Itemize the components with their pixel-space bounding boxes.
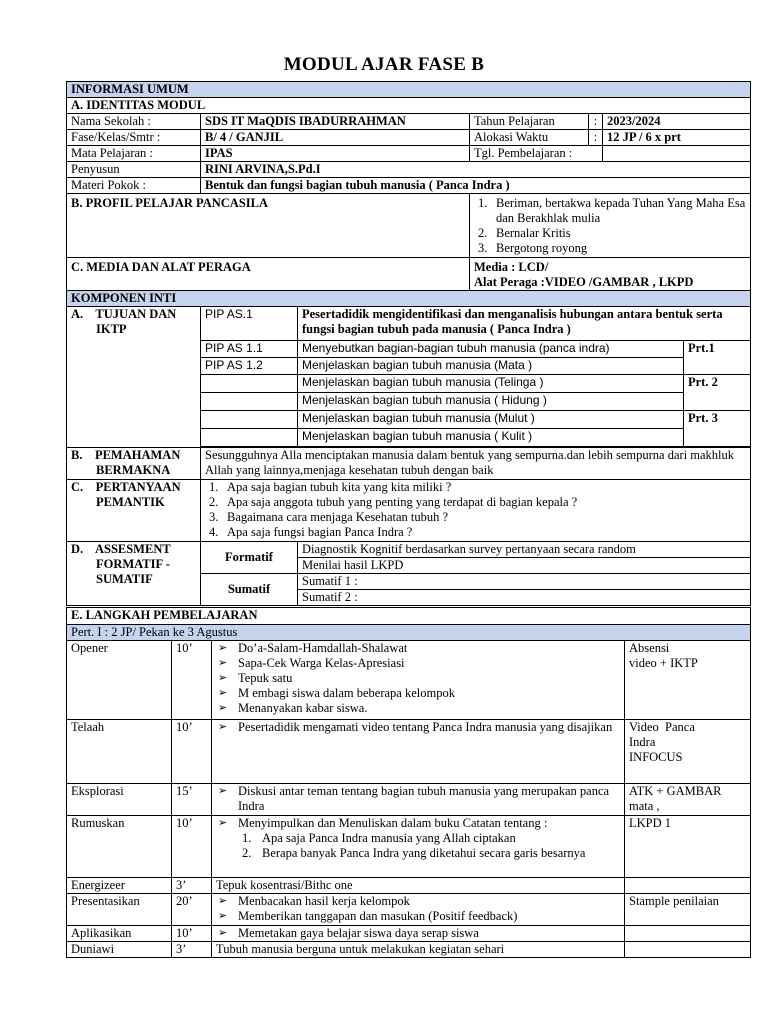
stage-activities: Tepuk kosentrasi/Bithc one xyxy=(212,878,625,894)
informasi-umum-header: INFORMASI UMUM xyxy=(67,82,751,98)
stage-activities xyxy=(212,816,625,878)
sumatif-label: Sumatif xyxy=(201,574,298,606)
page-title: MODUL AJAR FASE B xyxy=(283,54,485,75)
list-item: 1. Beriman, bertakwa kepada Tuhan Yang Maha Esa dan Berakhlak mulia xyxy=(478,196,746,225)
stage-label: Telaah xyxy=(67,720,172,784)
list-item: 2. Apa saja anggota tubuh yang penting yang terdapat di bagian kepala ? xyxy=(209,495,578,509)
formatif-line: Menilai hasil LKPD xyxy=(298,558,751,574)
tp-text: Pesertadidik mengidentifikasi dan menganalisis hubungan antara bentuk serta fungsi bagian tubuh pada manusia ( Panca Indra ) xyxy=(298,307,751,341)
informasi-umum-section xyxy=(66,81,750,291)
list-item: ➢ Pesertadidik mengamati video tentang Panca Indra manusia yang disajikan xyxy=(216,720,620,735)
list-item: ➢ Memetakan gaya belajar siswa daya serap siswa xyxy=(216,926,620,941)
komponen-inti-section xyxy=(66,290,750,606)
list-item: 4. Apa saja fungsi bagian Panca Indra ? xyxy=(209,525,413,539)
sumatif-line: Sumatif 2 : xyxy=(298,590,751,606)
list-item: 2. Bernalar Kritis xyxy=(478,226,571,240)
iktp-code xyxy=(201,393,298,411)
alokasi-waktu-value: 12 JP / 6 x prt xyxy=(603,130,751,146)
media-alat-label: C. MEDIA DAN ALAT PERAGA xyxy=(67,258,470,291)
stage-time: 20’ xyxy=(172,894,212,926)
iktp-code xyxy=(201,375,298,393)
fase-kelas-label: Fase/Kelas/Smtr : xyxy=(67,130,201,146)
iktp-text: Menjelaskan bagian tubuh manusia (Mata ) xyxy=(298,358,684,375)
list-item: ➢ Diskusi antar teman tentang bagian tubuh manusia yang merupakan panca Indra xyxy=(216,784,620,814)
iktp-code: PIP AS 1.1 xyxy=(201,341,298,358)
stage-note: Stample penilaian xyxy=(625,894,751,926)
stage-note: Absensi video + IKTP xyxy=(625,641,751,720)
list-item: 2. Berapa banyak Panca Indra yang diketahui secara garis besarnya xyxy=(242,846,586,860)
mata-pelajaran-label: Mata Pelajaran : xyxy=(67,146,201,162)
tgl-pembelajaran-value xyxy=(603,146,751,162)
stage-note: Video Panca Indra INFOCUS xyxy=(625,720,751,784)
formatif-label: Formatif xyxy=(201,542,298,574)
list-item: ➢ Tepuk satu xyxy=(216,671,620,686)
list-item: 3. Bergotong royong xyxy=(478,241,588,255)
stage-label: Aplikasikan xyxy=(67,926,172,942)
iktp-code xyxy=(201,429,298,447)
iktp-code xyxy=(201,411,298,429)
stage-label: Presentasikan xyxy=(67,894,172,926)
iktp-text: Menjelaskan bagian tubuh manusia (Telinga ) xyxy=(298,375,684,393)
stage-time: 10’ xyxy=(172,926,212,942)
list-item: ➢ Menanyakan kabar siswa. xyxy=(216,701,620,716)
penyusun-value: RINI ARVINA,S.Pd.I xyxy=(201,162,751,178)
media-alat-value xyxy=(470,258,751,291)
stage-activities xyxy=(212,720,625,784)
stage-note xyxy=(625,926,751,942)
iktp-text: Menjelaskan bagian tubuh manusia ( Hidung ) xyxy=(298,393,684,411)
stage-time: 10’ xyxy=(172,720,212,784)
separator: : xyxy=(589,114,603,130)
media-line: Media : LCD/ xyxy=(474,260,549,274)
stage-time: 3’ xyxy=(172,942,212,958)
identitas-modul-heading: A. IDENTITAS MODUL xyxy=(67,98,751,114)
stage-activities xyxy=(212,894,625,926)
list-item: 3. Bagaimana cara menjaga Kesehatan tubuh ? xyxy=(209,510,449,524)
stage-time: 3’ xyxy=(172,878,212,894)
stage-label: Duniawi xyxy=(67,942,172,958)
list-item: ➢ Menbacakan hasil kerja kelompok xyxy=(216,894,620,909)
list-item: ➢ Sapa-Cek Warga Kelas-Apresiasi xyxy=(216,656,620,671)
stage-note: LKPD 1 xyxy=(625,816,751,878)
stage-activities xyxy=(212,784,625,816)
stage-time: 15’ xyxy=(172,784,212,816)
komponen-inti-header: KOMPONEN INTI xyxy=(67,291,751,307)
pertemuan-header: Pert. I : 2 JP/ Pekan ke 3 Agustus xyxy=(67,625,751,641)
mata-pelajaran-value: IPAS xyxy=(201,146,470,162)
iktp-text: Menjelaskan bagian tubuh manusia (Mulut ) xyxy=(298,411,684,429)
alokasi-waktu-label: Alokasi Waktu xyxy=(470,130,589,146)
pertanyaan-label: C. PERTANYAAN PEMANTIK xyxy=(67,480,201,542)
stage-note: ATK + GAMBAR mata , xyxy=(625,784,751,816)
langkah-header: E. LANGKAH PEMBELAJARAN xyxy=(67,608,751,625)
iktp-code: PIP AS 1.2 xyxy=(201,358,298,375)
asesmen-label: D. ASSESMENT FORMATIF - SUMATIF xyxy=(67,542,201,606)
stage-label: Eksplorasi xyxy=(67,784,172,816)
stage-label: Rumuskan xyxy=(67,816,172,878)
stage-time: 10’ xyxy=(172,641,212,720)
tp-code: PIP AS.1 xyxy=(201,307,298,341)
prt-label: Prt. 3 xyxy=(684,411,751,447)
langkah-pembelajaran-section xyxy=(66,607,750,958)
pertanyaan-list xyxy=(201,480,751,542)
list-item: 1. Apa saja bagian tubuh kita yang kita miliki ? xyxy=(209,480,452,494)
iktp-text: Menjelaskan bagian tubuh manusia ( Kulit ) xyxy=(298,429,684,447)
list-item: 1. Apa saja Panca Indra manusia yang Allah ciptakan xyxy=(242,831,516,845)
iktp-text: Menyebutkan bagian-bagian tubuh manusia (panca indra) xyxy=(298,341,684,358)
nama-sekolah-value: SDS IT MaQDIS IBADURRAHMAN xyxy=(201,114,470,130)
profil-pelajar-label: B. PROFIL PELAJAR PANCASILA xyxy=(67,194,470,258)
pemahaman-label: B. PEMAHAMAN BERMAKNA xyxy=(67,448,201,480)
nama-sekolah-label: Nama Sekolah : xyxy=(67,114,201,130)
prt-label: Prt. 2 xyxy=(684,375,751,411)
formatif-line: Diagnostik Kognitif berdasarkan survey pertanyaan secara random xyxy=(298,542,751,558)
stage-note xyxy=(625,878,751,894)
materi-pokok-label: Materi Pokok : xyxy=(67,178,201,194)
stage-note xyxy=(625,942,751,958)
tujuan-iktp-label: A. TUJUAN DAN IKTP xyxy=(67,307,201,448)
stage-activities: Tubuh manusia berguna untuk melakukan kegiatan sehari xyxy=(212,942,625,958)
stage-activities xyxy=(212,926,625,942)
penyusun-label: Penyusun xyxy=(67,162,201,178)
materi-pokok-value: Bentuk dan fungsi bagian tubuh manusia ( Panca Indra ) xyxy=(201,178,751,194)
list-item: ➢ Do’a-Salam-Hamdallah-Shalawat xyxy=(216,641,620,656)
tahun-pelajaran-label: Tahun Pelajaran xyxy=(470,114,589,130)
tgl-pembelajaran-label: Tgl. Pembelajaran : xyxy=(470,146,603,162)
fase-kelas-value: B/ 4 / GANJIL xyxy=(201,130,470,146)
pemahaman-text: Sesungguhnya Alla menciptakan manusia dalam bentuk yang sempurna.dan lebih sempurna dari makhluk Allah yang lainnya,menjaga kesehatan tubuh dengan baik xyxy=(201,448,751,480)
tahun-pelajaran-value: 2023/2024 xyxy=(603,114,751,130)
stage-label: Opener xyxy=(67,641,172,720)
list-item: ➢ Memberikan tanggapan dan masukan (Positif feedback) xyxy=(216,909,620,924)
sumatif-line: Sumatif 1 : xyxy=(298,574,751,590)
separator: : xyxy=(589,130,603,146)
stage-activities xyxy=(212,641,625,720)
stage-label: Energizeer xyxy=(67,878,172,894)
prt-label: Prt.1 xyxy=(684,341,751,375)
profil-pelajar-list xyxy=(470,194,751,258)
list-item: ➢ M embagi siswa dalam beberapa kelompok xyxy=(216,686,620,701)
alat-peraga-line: Alat Peraga :VIDEO /GAMBAR , LKPD xyxy=(474,275,694,289)
stage-time: 10’ xyxy=(172,816,212,878)
list-item: ➢ Menyimpulkan dan Menuliskan dalam buku Catatan tentang : xyxy=(216,816,620,831)
